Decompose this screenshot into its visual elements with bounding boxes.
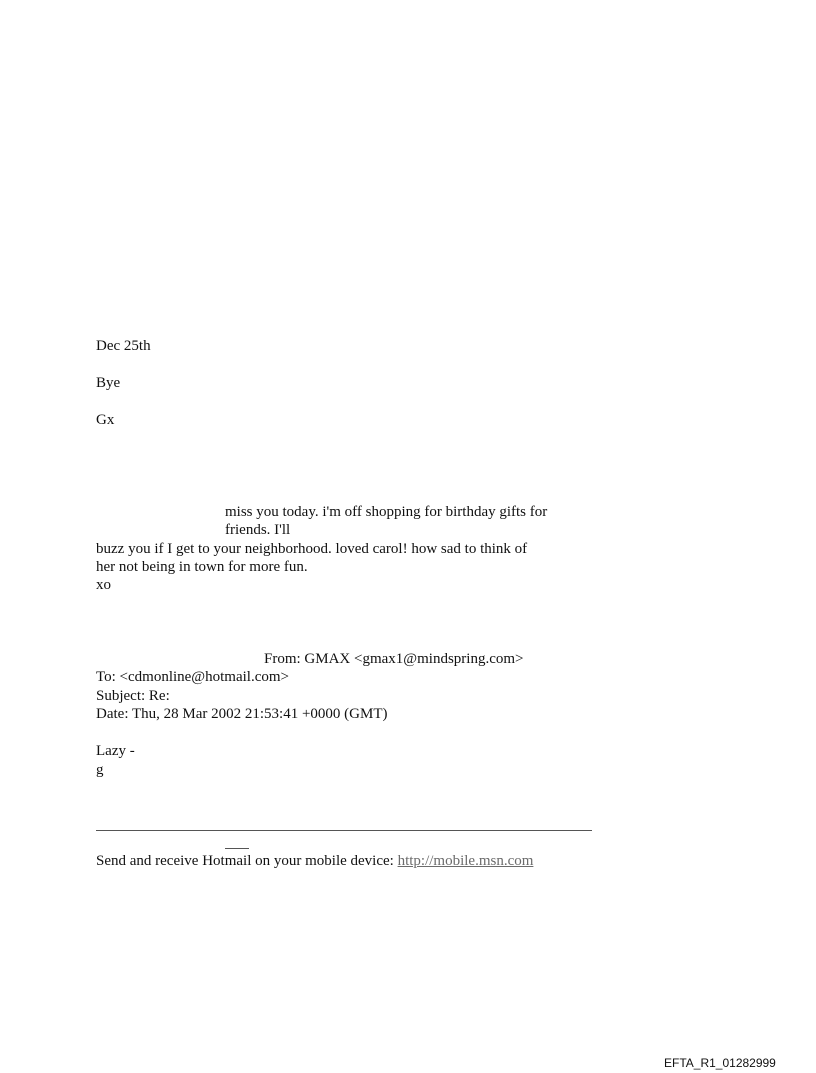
quoted-subject-line: Subject: Re: (96, 688, 170, 704)
signature-line: Gx (96, 412, 115, 428)
bye-line: Bye (96, 375, 121, 391)
reply-body-line-5: xo (96, 577, 111, 593)
quoted-from-line: From: GMAX <gmax1@mindspring.com> (264, 651, 524, 667)
reply-body-line-2: friends. I'll (225, 522, 291, 538)
reply-body-line-3: buzz you if I get to your neighborhood. loved carol! how sad to think of (96, 541, 528, 557)
bates-number: EFTA_R1_01282999 (664, 1056, 776, 1070)
footer-link[interactable]: http://mobile.msn.com (397, 853, 534, 869)
reply-body-line-4: her not being in town for more fun. (96, 559, 308, 575)
footer-text: Send and receive Hotmail on your mobile device: (96, 853, 398, 869)
short-rule-mark (225, 848, 249, 849)
quoted-body-line-1: Lazy - (96, 743, 135, 759)
quoted-date-line: Date: Thu, 28 Mar 2002 21:53:41 +0000 (GMT) (96, 706, 388, 722)
reply-body-line-1: miss you today. i'm off shopping for birthday gifts for (225, 504, 548, 520)
date-line: Dec 25th (96, 338, 151, 354)
separator-rule (96, 830, 592, 831)
quoted-to-line: To: <cdmonline@hotmail.com> (96, 669, 289, 685)
quoted-body-line-2: g (96, 762, 104, 778)
footer-line (96, 852, 533, 870)
